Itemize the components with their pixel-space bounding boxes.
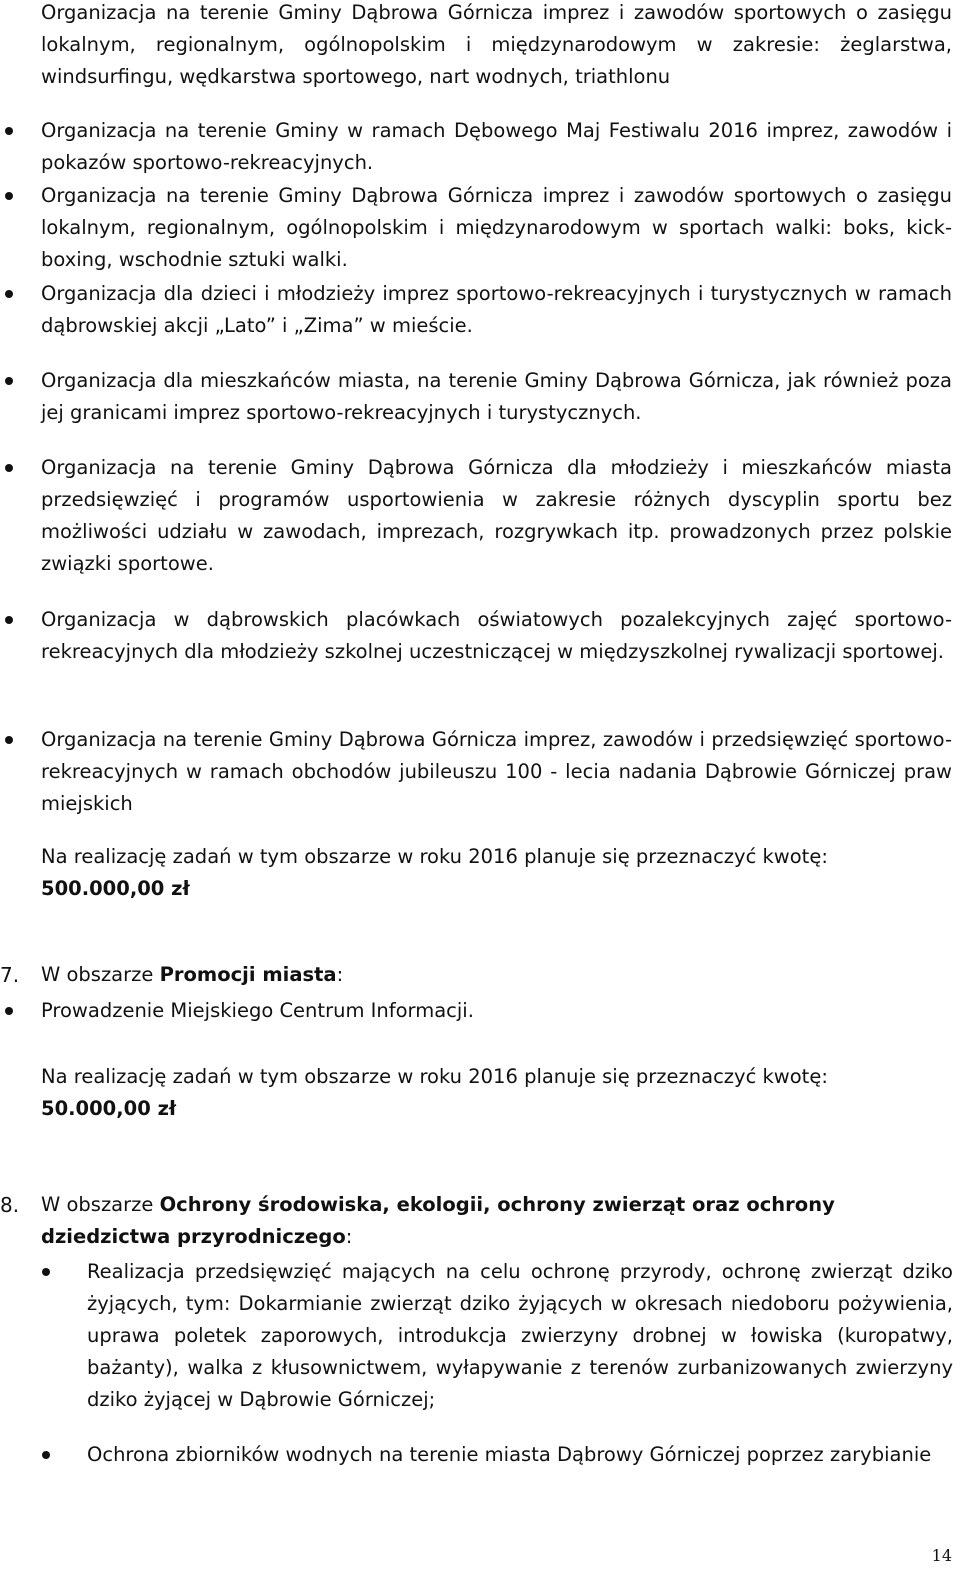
funding-text: Na realizację zadań w tym obszarze w roku 2016 planuje się przeznaczyć kwotę: xyxy=(41,1065,828,1088)
funding-amount: 50.000,00 zł xyxy=(41,1097,177,1120)
section-heading-suffix: : xyxy=(336,963,344,986)
list-item-text: Organizacja dla mieszkańców miasta, na terenie Gminy Dąbrowa Górnicza, jak również poza jej granicami imprez sportowo-rekreacyjnych i turystycznych. xyxy=(41,369,952,424)
section-heading-prefix: W obszarze xyxy=(41,1193,160,1216)
section-number: 8. xyxy=(0,1193,20,1217)
bullet-icon xyxy=(42,1451,50,1459)
list-item-text: Organizacja na terenie Gminy Dąbrowa Górnicza imprez i zawodów sportowych o zasięgu lokalnym, regionalnym, ogólnopolskim i międzynarodowym w sportach walki: boks, kick-boxing, wschodnie sztuki walki. xyxy=(41,184,952,271)
bullet-icon xyxy=(5,290,13,298)
bullet-icon xyxy=(5,127,13,135)
list-item-text: Organizacja na terenie Gminy Dąbrowa Górnicza imprez i zawodów sportowych o zasięgu lokalnym, regionalnym, ogólnopolskim i międzynarodowym w zakresie: żeglarstwa, windsurfingu, wędkarstwa sportowego, nart wodnych, triathlonu xyxy=(41,1,952,88)
section-heading xyxy=(41,1189,881,1253)
section-heading xyxy=(41,959,952,991)
list-item-text: Organizacja dla dzieci i młodzieży imprez sportowo-rekreacyjnych i turystycznych w ramach dąbrowskiej akcji „Lato” i „Zima” w mieście. xyxy=(41,282,952,337)
bullet-icon xyxy=(5,464,13,472)
bullet-icon xyxy=(5,1007,13,1015)
list-item-text: Organizacja w dąbrowskich placówkach oświatowych pozalekcyjnych zajęć sportowo-rekreacyjnych dla młodzieży szkolnej uczestniczącej w międzyszkolnej rywalizacji sportowej. xyxy=(41,608,952,663)
funding-paragraph xyxy=(41,1061,952,1125)
list-item-text: Organizacja na terenie Gminy Dąbrowa Górnicza imprez, zawodów i przedsięwzięć sportowo-rekreacyjnych w ramach obchodów jubileuszu 100 - lecia nadania Dąbrowie Górniczej praw miejskich xyxy=(41,728,952,815)
funding-amount: 500.000,00 zł xyxy=(41,877,190,900)
section-heading-prefix: W obszarze xyxy=(41,963,160,986)
list-item-text: Organizacja na terenie Gminy w ramach Dębowego Maj Festiwalu 2016 imprez, zawodów i pokazów sportowo-rekreacyjnych. xyxy=(41,119,952,174)
funding-text: Na realizację zadań w tym obszarze w roku 2016 planuje się przeznaczyć kwotę: xyxy=(41,845,828,868)
list-item-text: Organizacja na terenie Gminy Dąbrowa Górnicza dla młodzieży i mieszkańców miasta przedsięwzięć i programów usportowienia w zakresie różnych dyscyplin sportu bez możliwości udziału w zawodach, imprezach, rozgrywkach itp. prowadzonych przez polskie związki sportowe. xyxy=(41,456,952,575)
section-title: Ochrony środowiska, ekologii, ochrony zwierząt oraz ochrony dziedzictwa przyrodniczego xyxy=(41,1193,835,1248)
section-title: Promocji miasta xyxy=(159,963,337,986)
bullet-icon xyxy=(5,736,13,744)
list-item-text: Ochrona zbiorników wodnych na terenie miasta Dąbrowy Górniczej poprzez zarybianie xyxy=(87,1443,932,1466)
page-number: 14 xyxy=(931,1546,952,1565)
bullet-icon xyxy=(42,1268,50,1276)
section-number: 7. xyxy=(0,963,20,987)
list-item-text: Realizacja przedsięwzięć mających na celu ochronę przyrody, ochronę zwierząt dziko żyjących, tym: Dokarmianie zwierząt dziko żyjących w okresach niedoboru pożywienia, uprawa poletek zaporowych, introdukcja zwierzyny drobnej w łowiska (kuropatwy, bażanty), walka z kłusownictwem, wyłapywanie z terenów zurbanizowanych zwierzyny dziko żyjącej w Dąbrowie Górniczej; xyxy=(87,1260,953,1411)
section-heading-suffix: : xyxy=(345,1225,353,1248)
bullet-icon xyxy=(5,192,13,200)
list-item-text: Prowadzenie Miejskiego Centrum Informacji. xyxy=(41,999,474,1022)
bullet-icon xyxy=(5,377,13,385)
funding-paragraph xyxy=(41,841,952,905)
bullet-icon xyxy=(5,616,13,624)
